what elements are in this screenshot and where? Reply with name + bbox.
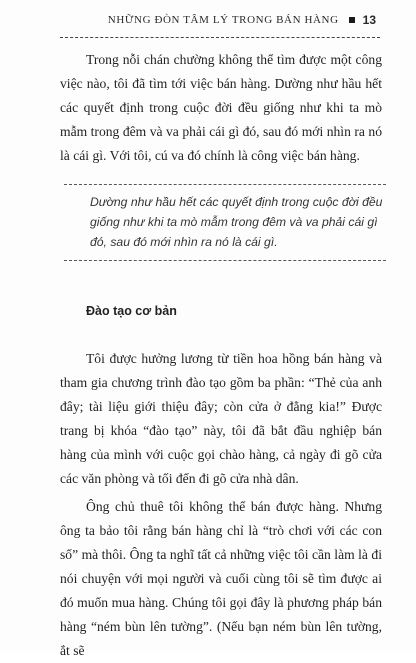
page-number: 13 [362,13,376,27]
body-paragraph-3: Ông chủ thuê tôi không thể bán được hàng. Nhưng ông ta bảo tôi rằng bán hàng chỉ là “trò chơi với các con số” mà thôi. Ông ta nghĩ tất cả những việc tôi cần làm là đi nói chuyện với mọi người và cuối cùng tôi sẽ tìm được ai đó muốn mua hàng. Chúng tôi gọi đây là phương pháp bán hàng “ném bùn lên tường”. (Nếu bạn ném bùn lên tường, ắt sẽ [60,499,382,658]
body-paragraph-2: Tôi được hưởng lương từ tiền hoa hồng bán hàng và tham gia chương trình đào tạo gồm ba phần: “Thẻ của anh đây; tài liệu giới thiệu đây; còn cửa ở đằng kia!” Được trang bị khóa “đào tạo” này, tôi đã bắt đầu nghiệp bán hàng của mình với cuộc gọi chào hàng, cả ngày đi gõ cửa các văn phòng và tối đến đi gõ cửa nhà dân. [60,351,382,486]
header-divider [60,37,380,38]
pull-quote-text: Dường như hầu hết các quyết định trong cuộc đời đều giống như khi ta mò mẫm trong đêm và va phải cái gì đó, sau đó mới nhìn ra nó là cái gì. [90,195,383,249]
running-title: NHỮNG ĐÒN TÂM LÝ TRONG BÁN HÀNG [107,14,339,26]
section-heading: Đào tạo cơ bản [86,304,177,318]
body-paragraph-1: Trong nỗi chán chường không thể tìm được một công việc nào, tôi đã tìm tới việc bán hàng. Dường như hầu hết các quyết định trong cuộc đời đều giống như khi ta mò mẫm trong đêm và va phải cái gì đó, sau đó mới nhìn ra nó là cái gì. Với tôi, cú va đó chính là công việc bán hàng. [60,52,382,163]
running-header [96,10,376,30]
square-bullet-icon [349,17,355,23]
pull-quote [64,184,386,261]
